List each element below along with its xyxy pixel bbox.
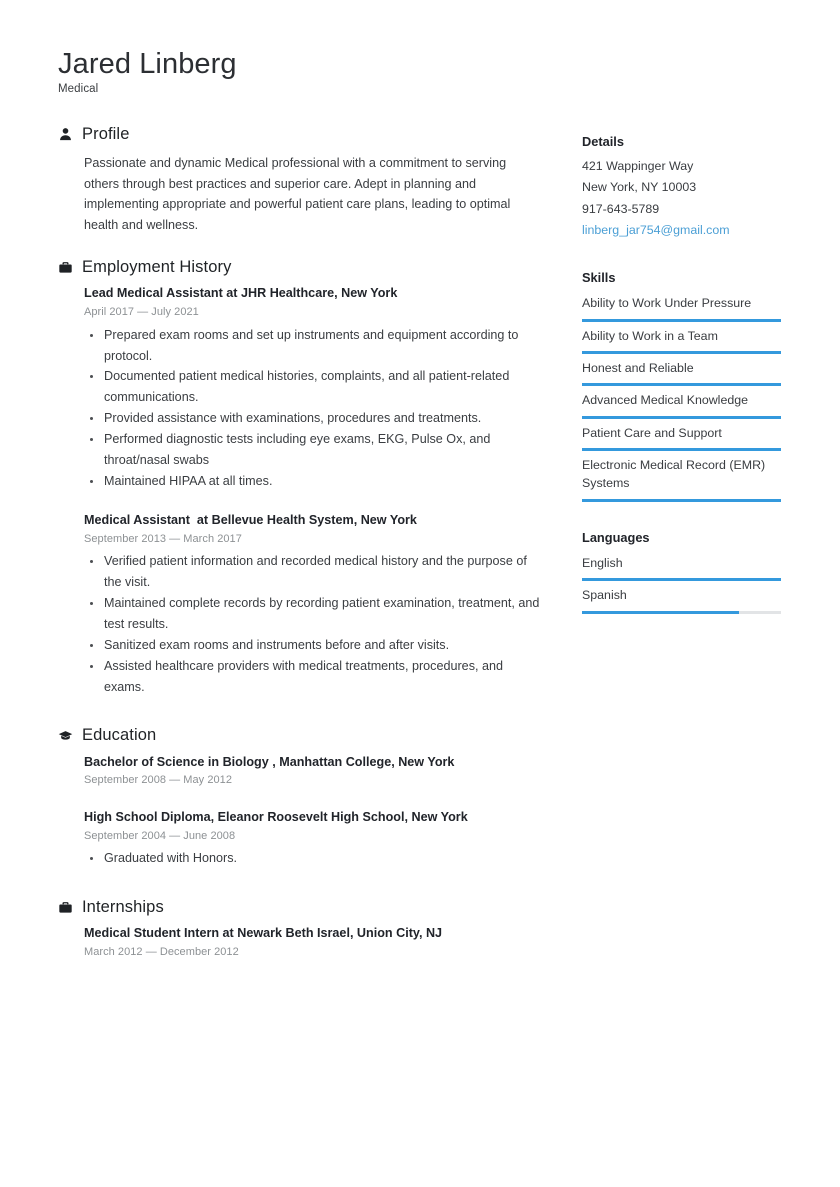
entry-title: Medical Assistant at Bellevue Health System, New York <box>84 512 417 527</box>
skill-track <box>582 448 781 451</box>
education-entry <box>58 809 542 869</box>
skill-track <box>582 416 781 419</box>
section-profile-title: Profile <box>82 125 130 144</box>
education-entry <box>58 754 542 789</box>
skill-meter <box>582 453 782 502</box>
list-item: Provided assistance with examinations, procedures and treatments. <box>84 408 542 429</box>
address-line-2: New York, NY 10003 <box>582 180 697 195</box>
skill-meter <box>582 291 782 321</box>
briefcase-icon <box>58 260 73 275</box>
section-employment <box>58 258 542 697</box>
entry-date: September 2008 — May 2012 <box>84 774 233 787</box>
skill-meter <box>582 324 782 354</box>
address-line-1: 421 Wappinger Way <box>582 158 694 173</box>
sidebar-details <box>582 132 782 242</box>
sidebar-languages <box>582 528 782 614</box>
entry-title: High School Diploma, Eleanor Roosevelt High School, New York <box>84 809 468 824</box>
list-item: Verified patient information and recorded medical history and the purpose of the visit. <box>84 551 542 593</box>
resume-header <box>58 48 782 95</box>
skill-track <box>582 319 781 322</box>
skill-fill <box>582 416 781 419</box>
language-fill <box>582 611 739 614</box>
entry-bullets <box>84 551 542 697</box>
list-item: Maintained complete records by recording patient examination, treatment, and test results. <box>84 593 542 635</box>
entry-title: Medical Student Intern at Newark Beth Israel, Union City, NJ <box>84 926 443 941</box>
skill-meter <box>582 388 782 418</box>
skill-track <box>582 383 781 386</box>
list-item: Performed diagnostic tests including eye exams, EKG, Pulse Ox, and throat/nasal swabs <box>84 429 542 471</box>
skill-label: Honest and Reliable <box>582 360 694 375</box>
skill-fill <box>582 319 781 322</box>
sidebar-skills <box>582 268 782 502</box>
section-internships-title: Internships <box>82 898 164 917</box>
section-employment-header <box>58 258 542 276</box>
profile-text: Passionate and dynamic Medical professional with a commitment to serving others through best practices and superior care. Adept in planning and implementing appropriate and powerful patient care plans, leading to optimal health and wellness. <box>84 155 511 233</box>
section-profile <box>58 125 542 236</box>
email-link[interactable]: linberg_jar754@gmail.com <box>582 223 730 238</box>
entry-date: March 2012 — December 2012 <box>84 946 239 959</box>
main-column <box>58 125 542 960</box>
list-item: Assisted healthcare providers with medical treatments, procedures, and exams. <box>84 656 542 698</box>
language-meter <box>582 583 782 613</box>
language-meter <box>582 551 782 581</box>
phone-number: 917-643-5789 <box>582 201 660 216</box>
entry-title: Bachelor of Science in Biology , Manhattan College, New York <box>84 754 455 769</box>
resume-body <box>58 125 782 960</box>
entry-bullets <box>84 325 542 492</box>
person-icon <box>58 127 73 142</box>
skill-fill <box>582 351 781 354</box>
section-profile-header <box>58 125 542 143</box>
entry-date: April 2017 — July 2021 <box>84 306 199 319</box>
entry-date: September 2004 — June 2008 <box>84 829 236 842</box>
skill-label: Ability to Work Under Pressure <box>582 296 752 311</box>
internship-entry <box>58 925 542 960</box>
skills-title: Skills <box>582 269 616 285</box>
skill-track <box>582 351 781 354</box>
entry-title: Lead Medical Assistant at JHR Healthcare, New York <box>84 286 398 301</box>
skill-fill <box>582 499 781 502</box>
entry-date: September 2013 — March 2017 <box>84 532 242 545</box>
candidate-job-title: Medical <box>58 83 99 96</box>
skill-label: Advanced Medical Knowledge <box>582 393 749 408</box>
section-education <box>58 726 542 869</box>
skill-meter <box>582 356 782 386</box>
list-item: Prepared exam rooms and set up instruments and equipment according to protocol. <box>84 325 542 367</box>
list-item: Graduated with Honors. <box>84 848 542 869</box>
skill-track <box>582 499 781 502</box>
list-item: Sanitized exam rooms and instruments before and after visits. <box>84 635 542 656</box>
section-education-title: Education <box>82 726 157 745</box>
skill-label: Patient Care and Support <box>582 425 722 440</box>
skill-fill <box>582 383 781 386</box>
language-fill <box>582 578 781 581</box>
sidebar-column <box>582 125 782 615</box>
skill-label: Electronic Medical Record (EMR) Systems <box>582 457 766 491</box>
skill-fill <box>582 448 781 451</box>
briefcase-icon <box>58 900 73 915</box>
employment-entry <box>58 512 542 698</box>
skill-meter <box>582 421 782 451</box>
section-internships-header <box>58 898 542 916</box>
skill-label: Ability to Work in a Team <box>582 328 718 343</box>
language-track <box>582 611 781 614</box>
section-education-header <box>58 726 542 744</box>
details-title: Details <box>582 134 624 150</box>
language-label: Spanish <box>582 588 627 603</box>
languages-title: Languages <box>582 529 650 545</box>
language-track <box>582 578 781 581</box>
section-internships <box>58 898 542 961</box>
employment-entry <box>58 285 542 492</box>
graduation-cap-icon <box>58 728 73 743</box>
list-item: Documented patient medical histories, complaints, and all patient-related communications. <box>84 366 542 408</box>
language-label: English <box>582 555 623 570</box>
section-employment-title: Employment History <box>82 258 232 277</box>
list-item: Maintained HIPAA at all times. <box>84 471 542 492</box>
entry-bullets <box>84 848 542 869</box>
candidate-name: Jared Linberg <box>58 48 237 80</box>
